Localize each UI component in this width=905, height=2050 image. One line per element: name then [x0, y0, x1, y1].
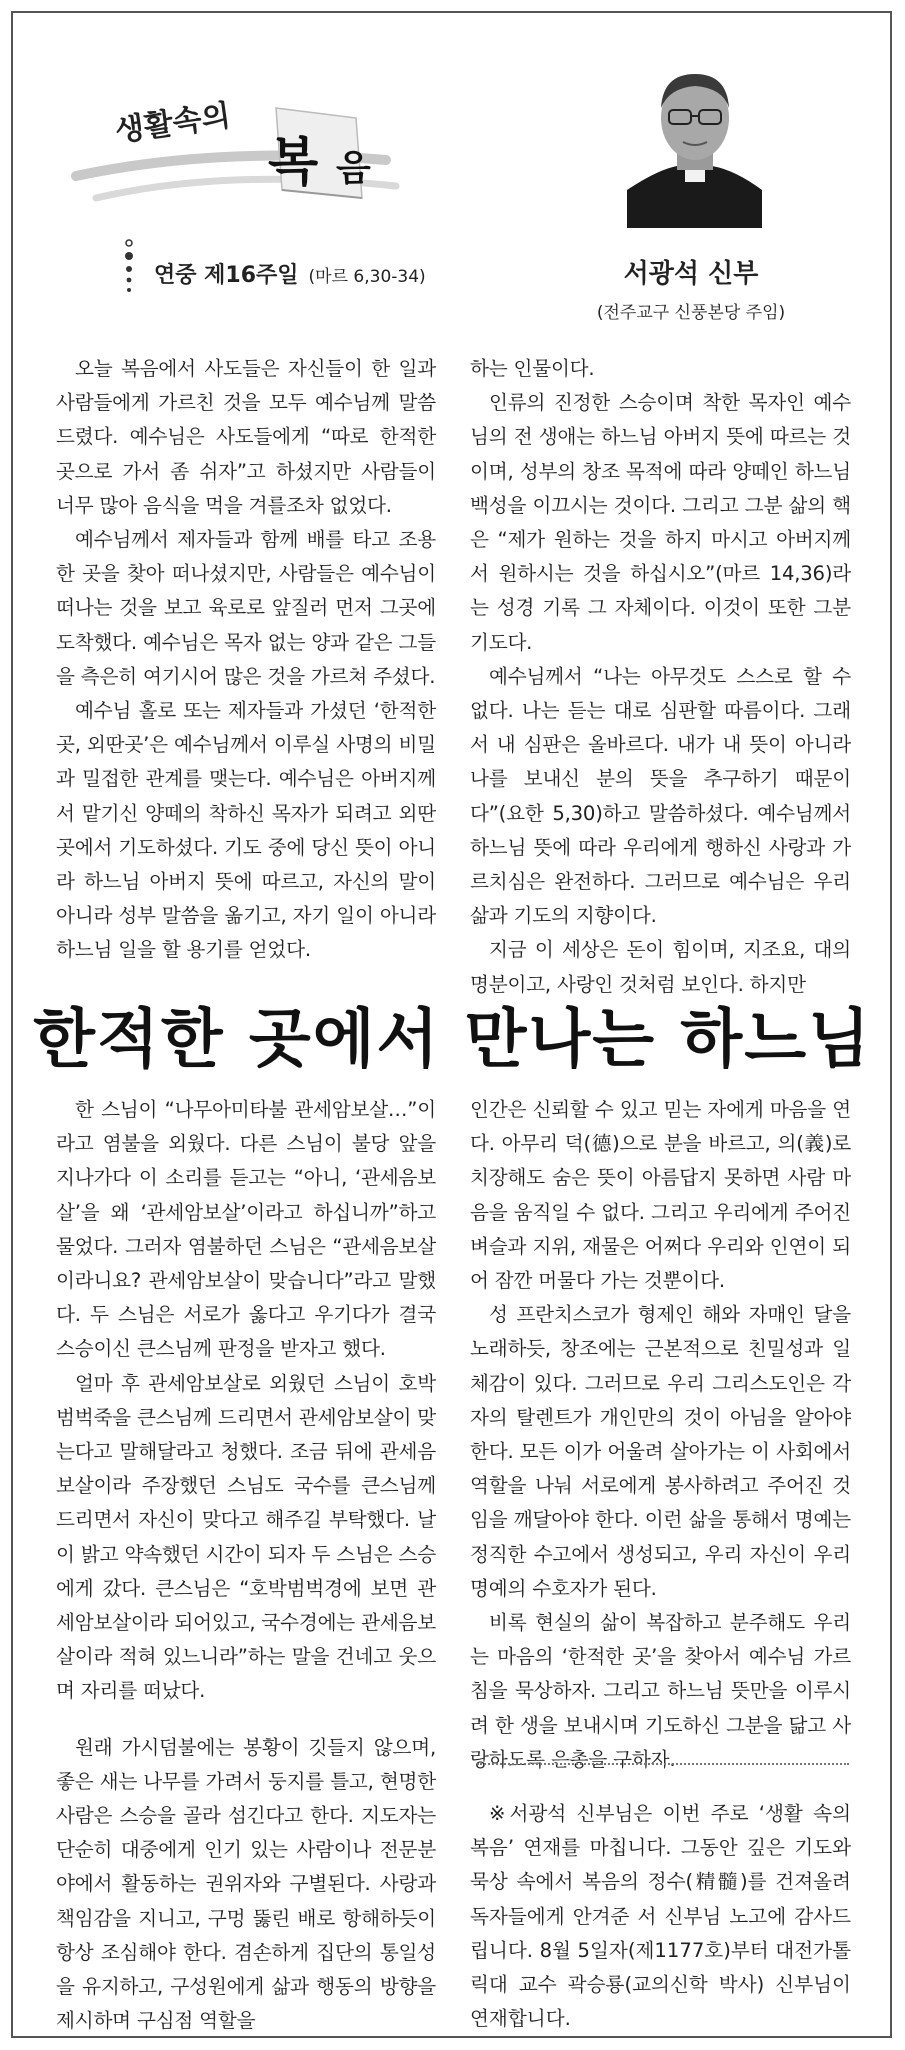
paragraph: 성 프란치스코가 형제인 해와 자매인 달을 노래하듯, 창조에는 근본적으로 친밀성과 일체감이 있다. 그러므로 우리 그리스도인은 각자의 탈렌트가 개인만의 것이 아님을 알아야 한다. 모든 이가 어울려 살아가는 이 사회에서 역할을 나눠 서로에게 봉사하려고 주어진 것임을 깨달아야 한다. 이런 삶을 통해서 명예는 정직한 수고에서 생성되고, 우리 자신이 우리 명예의 수호자가 된다.	[470, 1303, 851, 1600]
paragraph: 하는 인물이다.	[470, 357, 595, 380]
dots-icon	[120, 238, 138, 296]
scripture-reference: (마르 6,30-34)	[308, 267, 426, 287]
author-name: 서광석 신부	[623, 259, 759, 289]
editor-note-text: ※서광석 신부님은 이번 주로 ‘생활 속의 복음’ 연재를 마칩니다. 그동안 깊은 기도와 묵상 속에서 복음의 정수(精髓)를 건져올려 독자들에게 안겨준 서 신부님 노고에 감사드립니다. 8월 5일자(제1177호)부터 대전가톨릭대 교수 곽승룡(교의신학 박사) 신부님이 연재합니다.	[470, 1802, 851, 2031]
paragraph: 인류의 진정한 스승이며 착한 목자인 예수님의 전 생애는 하느님 아버지 뜻에 따르는 것이며, 성부의 창조 목적에 따라 양떼인 하느님 백성을 이끄시는 것이다. 그리고 그분 삶의 핵은 “제가 원하는 것을 하지 마시고 아버지께서 원하시는 것을 하십시오”(마르 14,36)라는 성경 기록 그 자체이다. 이것이 또한 그분 기도다.	[470, 391, 851, 654]
paragraph: 얼마 후 관세암보살로 외웠던 스님이 호박범벅죽을 큰스님께 드리면서 관세암보살이 맞는다고 말해달라고 청했다. 조금 뒤에 관세음보살이라 주장했던 스님도 국수를 큰스님께 드리면서 자신이 맞다고 해주길 부탁했다. 날이 밝고 약속했던 시간이 되자 두 스님은 스승에게 갔다. 큰스님은 “호박범벅경에 보면 관세암보살이라 되어있고, 국수경에는 관세음보살이라 적혀 있느니라”하는 말을 건네고 웃으며 자리를 떠났다.	[56, 1371, 436, 1703]
paragraph: 지금 이 세상은 돈이 힘이며, 지조요, 대의명분이고, 사랑인 것처럼 보인다. 하지만	[470, 938, 851, 996]
paragraph: 예수님 홀로 또는 제자들과 가셨던 ‘한적한 곳, 외딴곳’은 예수님께서 이루실 사명의 비밀과 밀접한 관계를 맺는다. 예수님은 아버지께서 맡기신 양떼의 착하신 목자가 되려고 외딴곳에서 기도하셨다. 기도 중에 당신 뜻이 아니라 하느님 아버지 뜻에 따르고, 자신의 말이 아니라 성부 말씀을 옮기고, 자기 일이 아니라 하느님 일을 할 용기를 얻었다.	[56, 699, 436, 962]
paragraph: 예수님께서 제자들과 함께 배를 타고 조용한 곳을 찾아 떠나셨지만, 사람들은 예수님이 떠나는 것을 보고 육로로 앞질러 먼저 그곳에 도착했다. 예수님은 목자 없는 양과 같은 그들을 측은히 여기시어 많은 것을 가르쳐 주셨다.	[56, 528, 436, 688]
paragraph: 원래 가시덤불에는 봉황이 깃들지 않으며, 좋은 새는 나무를 가려서 둥지를 틀고, 현명한 사람은 스승을 골라 섬긴다고 한다. 지도자는 단순히 대중에게 인기 있는 사람이나 전문분야에서 활동하는 권위자와 구별된다. 사랑과 책임감을 지니고, 구멍 뚫린 배로 항해하듯이 항상 조심해야 한다. 겸손하게 집단의 통일성을 유지하고, 구성원에게 삶과 행동의 방향을 제시하며 구심점 역할을	[56, 1735, 436, 2033]
editor-note	[470, 1797, 851, 2036]
author-parish: (전주교구 신풍본당 주임)	[596, 303, 786, 323]
author-portrait	[627, 62, 762, 228]
paragraph: 오늘 복음에서 사도들은 자신들이 한 일과 사람들에게 가르친 것을 모두 예수님께 말씀드렸다. 예수님은 사도들에게 “따로 한적한 곳으로 가서 좀 쉬자”고 하셨지만 사람들이 너무 많아 음식을 먹을 겨를조차 없었다.	[56, 357, 436, 517]
article-column-4	[470, 1093, 851, 1777]
headline: 한적한 곳에서 만나는 하느님	[33, 1003, 872, 1077]
note-divider	[477, 1763, 849, 1765]
article-column-2	[470, 352, 851, 1002]
article-column-1	[56, 352, 436, 968]
paragraph: 예수님께서 “나는 아무것도 스스로 할 수 없다. 나는 듣는 대로 심판할 따름이다. 그래서 내 심판은 올바르다. 내가 내 뜻이 아니라 나를 보내신 분의 뜻을 추구하기 때문이다”(요한 5,30)하고 말씀하셨다. 예수님께서 하느님 뜻에 따라 우리에게 행하신 사랑과 가르치심은 완전하다. 그러므로 예수님은 우리 삶과 기도의 지향이다.	[470, 664, 851, 928]
sunday-name: 연중 제16주일	[154, 263, 299, 288]
paragraph: 인간은 신뢰할 수 있고 믿는 자에게 마음을 연다. 아무리 덕(德)으로 분을 바르고, 의(義)로 치장해도 숨은 뜻이 아름답지 못하면 사람 마음을 움직일 수 없다. 그리고 우리에게 주어진 벼슬과 지위, 재물은 어쩌다 우리와 인연이 되어 잠깐 머물다 가는 것뿐이다.	[470, 1098, 851, 1293]
paragraph: 비록 현실의 삶이 복잡하고 분주해도 우리는 마음의 ‘한적한 곳’을 찾아서 예수님 가르침을 묵상하자. 그리고 하느님 뜻만을 이루시려 한 생을 보내시며 기도하신 그분을 닮고 사랑하도록 은총을 구하자.	[470, 1611, 851, 1771]
logo-text-big-1: 복	[268, 133, 319, 193]
logo-text-big-2: 음	[336, 148, 371, 189]
logo-text-small: 생활속의	[112, 98, 233, 150]
article-column-3	[56, 1093, 436, 2038]
paragraph: 한 스님이 “나무아미타불 관세암보살…”이라고 염불을 외웠다. 다른 스님이 불당 앞을 지나가다 이 소리를 듣고는 “아니, ‘관세음보살’을 왜 ‘관세암보살’이라고 하십니까”하고 물었다. 그러자 염불하던 스님은 “관세음보살이라니요? 관세암보살이 맞습니다”라고 말했다. 두 스님은 서로가 옳다고 우기다가 결국 스승이신 큰스님께 판정을 받자고 했다.	[56, 1098, 436, 1361]
sunday-label	[154, 258, 426, 289]
